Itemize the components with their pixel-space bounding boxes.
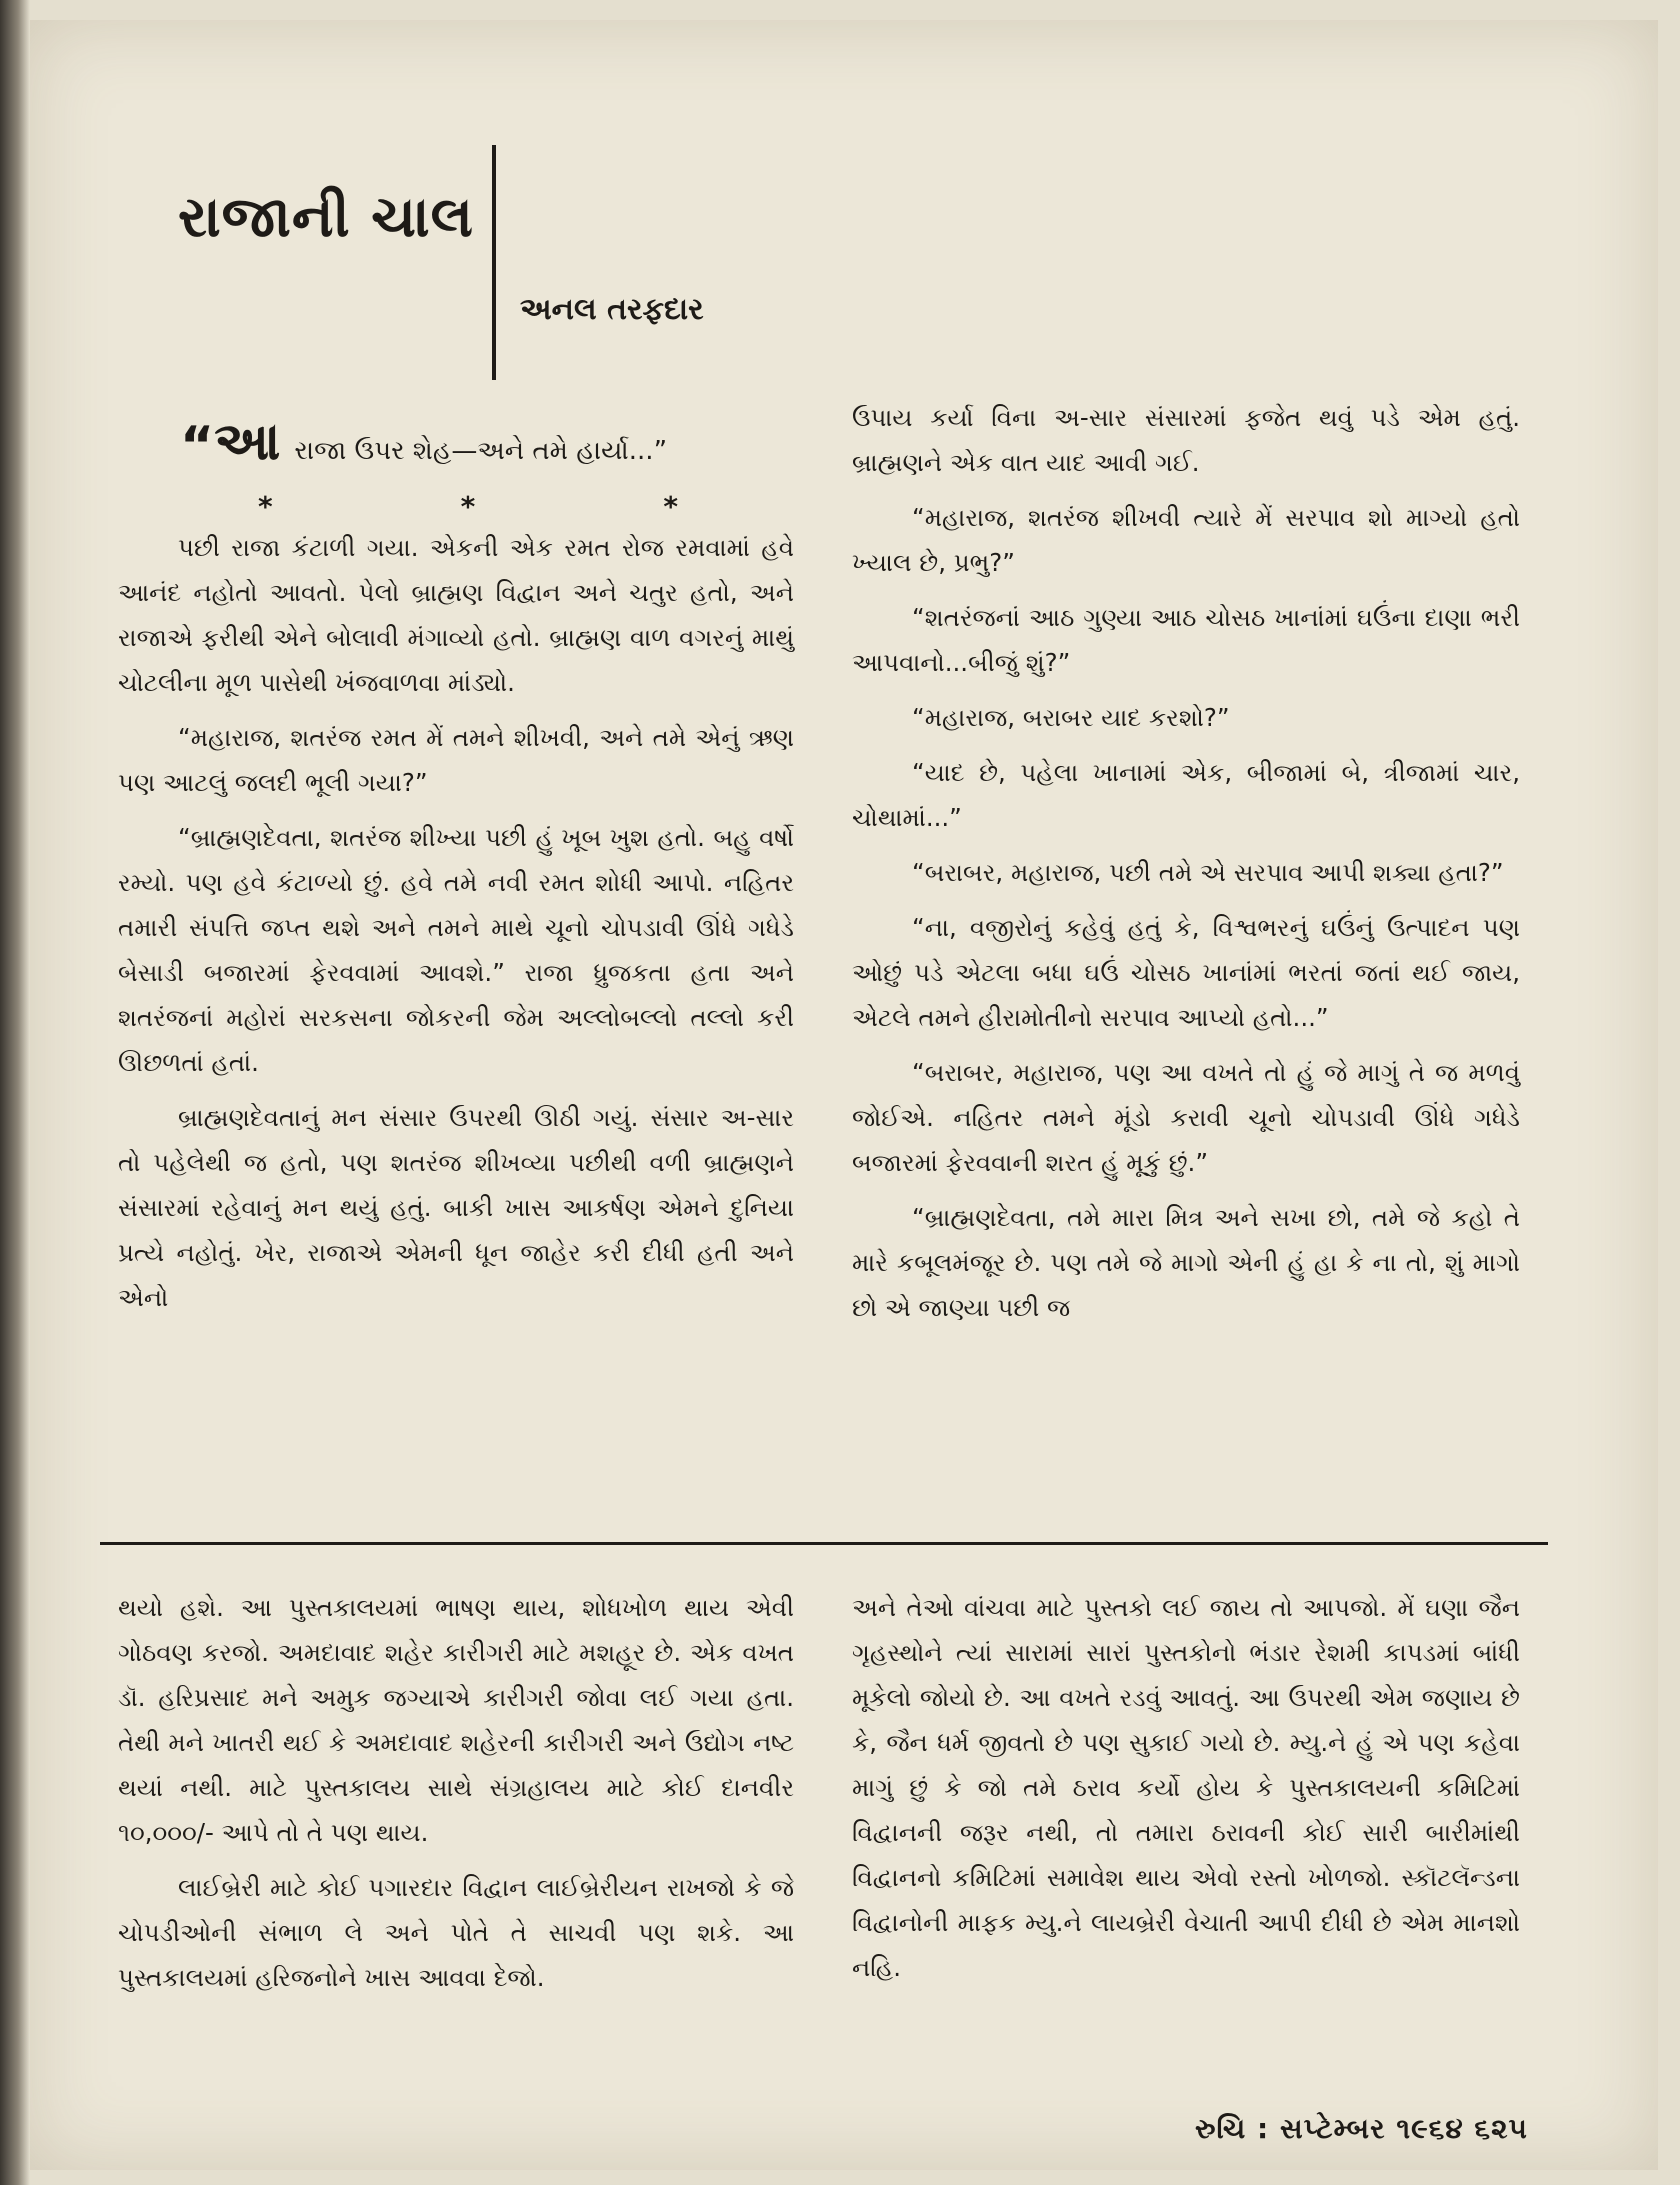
paragraph: “બરાબર, મહારાજ, પછી તમે એ સરપાવ આપી શક્યા હતા?”: [912, 858, 1504, 887]
paragraph: બ્રાહ્મણદેવતાનું મન સંસાર ઉપરથી ઊઠી ગયું. સંસાર અ-સાર તો પહેલેથી જ હતો, પણ શતરંજ શીખવ્યા પછીથી વળી બ્રાહ્મણને સંસારમાં રહેવાનું મન થયું હતું. બાકી ખાસ આકર્ષણ એમને દુનિયા પ્રત્યે નહોતું. ખેર, રાજાએ એમની ધૂન જાહેર કરી દીધી હતી અને એનો: [118, 1103, 794, 1312]
article-author: અનલ તરફદાર: [520, 292, 704, 327]
column-left: [118, 525, 794, 1320]
paragraph: “બ્રાહ્મણદેવતા, શતરંજ શીખ્યા પછી હું ખૂબ ખુશ હતો. બહુ વર્ષો રમ્યો. પણ હવે કંટાળ્યો છું. હવે તમે નવી રમત શોધી આપો. નહિતર તમારી સંપત્તિ જપ્ત થશે અને તમને માથે ચૂનો ચોપડાવી ઊંધે ગધેડે બેસાડી બજારમાં ફેરવવામાં આવશે.” રાજા ધ્રુજકતા હતા અને શતરંજનાં મહોરાં સરકસના જોકરની જેમ અલ્લોબલ્લો તલ્લો કરી ઊછળતાં હતાં.: [118, 823, 794, 1077]
paragraph: “બરાબર, મહારાજ, પણ આ વખતે તો હું જે માગું તે જ મળવું જોઈએ. નહિતર તમને મૂંડો કરાવી ચૂનો ચોપડાવી ઊંધે ગધેડે બજારમાં ફેરવવાની શરત હું મૂકું છું.”: [852, 1058, 1520, 1177]
bottom-column-left: [118, 1585, 794, 2000]
paragraph: “બ્રાહ્મણદેવતા, તમે મારા મિત્ર અને સખા છો, તમે જે કહો તે મારે કબૂલમંજૂર છે. પણ તમે જે માગો એની હું હા કે ના તો, શું માગો છો એ જાણ્યા પછી જ: [852, 1203, 1520, 1322]
opening-line: [180, 412, 667, 476]
paragraph: “મહારાજ, શતરંજ રમત મેં તમને શીખવી, અને તમે એનું ઋણ પણ આટલું જલદી ભૂલી ગયા?”: [118, 723, 794, 797]
opening-drop-word: આ: [214, 412, 281, 472]
page-footer: રુચિ : સપ્ટેમ્બર ૧૯૬૪ ૬૨૫: [1195, 2112, 1528, 2145]
paragraph: અને તેઓ વાંચવા માટે પુસ્તકો લઈ જાય તો આપજો. મેં ઘણા જૈન ગૃહસ્થોને ત્યાં સારામાં સારાં પુસ્તકોનો ભંડાર રેશમી કાપડમાં બાંધી મૂકેલો જોયો છે. આ વખતે રડવું આવતું. આ ઉપરથી એમ જણાય છે કે, જૈન ધર્મ જીવતો છે પણ સુકાઈ ગયો છે. મ્યુ.ને હું એ પણ કહેવા માગું છું કે જો તમે ઠરાવ કર્યો હોય કે પુસ્તકાલયની કમિટિમાં વિદ્વાનની જરૂર નથી, તો તમારા ઠરાવની કોઈ સારી બારીમાંથી વિદ્વાનનો કમિટિમાં સમાવેશ થાય એવો રસ્તો ખોળજો. સ્કૉટલૅન્ડના વિદ્વાનોની માફક મ્યુ.ને લાયબ્રેરી વેચાતી આપી દીધી છે એમ માનશો નહિ.: [852, 1593, 1520, 1982]
paragraph: લાઈબ્રેરી માટે કોઈ પગારદાર વિદ્વાન લાઈબ્રેરીયન રાખજો કે જે ચોપડીઓની સંભાળ લે અને પોતે તે સાચવી પણ શકે. આ પુસ્તકાલયમાં હરિજનોને ખાસ આવવા દેજો.: [118, 1873, 794, 1992]
article-title: રાજાની ચાલ: [178, 185, 474, 250]
paragraph: “શતરંજનાં આઠ ગુણ્યા આઠ ચોસઠ ખાનાંમાં ઘઉંના દાણા ભરી આપવાનો...બીજું શું?”: [852, 603, 1520, 677]
section-divider: [100, 1542, 1548, 1545]
paragraph: “ના, વજીરોનું કહેવું હતું કે, વિશ્વભરનું ઘઉંનું ઉત્પાદન પણ ઓછું પડે એટલા બધા ઘઉં ચોસઠ ખાનાંમાં ભરતાં જતાં થઈ જાય, એટલે તમને હીરામોતીનો સરપાવ આપ્યો હતો...”: [852, 913, 1520, 1032]
paragraph: થયો હશે. આ પુસ્તકાલયમાં ભાષણ થાય, શોધખોળ થાય એવી ગોઠવણ કરજો. અમદાવાદ શહેર કારીગરી માટે મશહૂર છે. એક વખત ડૉ. હરિપ્રસાદ મને અમુક જગ્યાએ કારીગરી જોવા લઈ ગયા હતા. તેથી મને ખાતરી થઈ કે અમદાવાદ શહેરની કારીગરી અને ઉદ્યોગ નષ્ટ થયાં નથી. માટે પુસ્તકાલય સાથે સંગ્રહાલય માટે કોઈ દાનવીર ૧૦,૦૦૦/- આપે તો તે પણ થાય.: [118, 1593, 794, 1847]
paragraph: “મહારાજ, શતરંજ શીખવી ત્યારે મેં સરપાવ શો માગ્યો હતો ખ્યાલ છે, પ્રભુ?”: [852, 503, 1520, 577]
bottom-column-right: [852, 1585, 1520, 1990]
paragraph: પછી રાજા કંટાળી ગયા. એકની એક રમત રોજ રમવામાં હવે આનંદ નહોતો આવતો. પેલો બ્રાહ્મણ વિદ્વાન અને ચતુર હતો, અને રાજાએ ફરીથી એને બોલાવી મંગાવ્યો હતો. બ્રાહ્મણ વાળ વગરનું માથું ચોટલીના મૂળ પાસેથી ખંજવાળવા માંડ્યો.: [118, 533, 794, 697]
title-divider: [492, 145, 496, 380]
section-break-stars: [258, 490, 678, 523]
star: *: [460, 490, 476, 523]
column-right: [852, 395, 1520, 1330]
star: *: [663, 490, 678, 523]
star: *: [258, 490, 273, 523]
opening-quote-mark: “: [180, 416, 215, 476]
paragraph: ઉપાય કર્યા વિના અ-સાર સંસારમાં ફજેત થવું પડે એમ હતું. બ્રાહ્મણને એક વાત યાદ આવી ગઈ.: [852, 403, 1520, 477]
paragraph: “મહારાજ, બરાબર યાદ કરશો?”: [912, 703, 1230, 732]
page-binding-edge: [0, 0, 30, 2185]
paragraph: “યાદ છે, પહેલા ખાનામાં એક, બીજામાં બે, ત્રીજામાં ચાર, ચોથામાં...”: [852, 758, 1520, 832]
opening-text: રાજા ઉપર શેહ—અને તમે હાર્યા...”: [294, 436, 668, 466]
